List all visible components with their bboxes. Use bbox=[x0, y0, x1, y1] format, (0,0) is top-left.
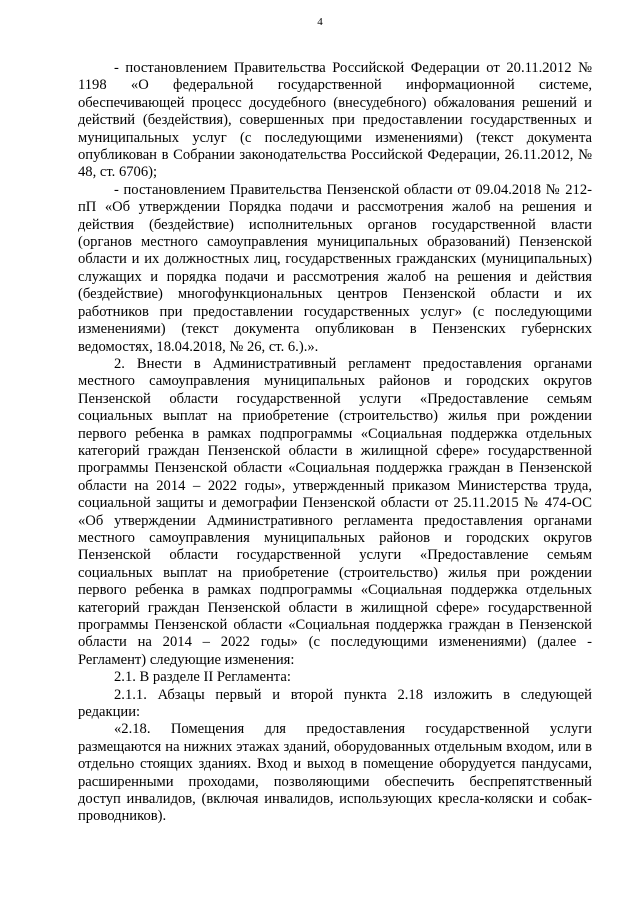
paragraph-item-2: 2. Внести в Административный регламент предоставления органами местного самоуправления муниципальных районов и городских округов Пензенской области государственной услуги «Предоставление семьям социальных выплат на приобретение (строительство) жилья при рождении первого ребенка в рамках подпрограммы «Социальная поддержка отдельных категорий граждан Пензенской области в жилищной сфере» государственной программы Пензенской области «Социальная поддержка граждан в Пензенской области на 2014 – 2022 годы», утвержденный приказом Министерства труда, социальной защиты и демографии Пензенской области от 25.11.2015 № 474-ОС «Об утверждении Административного регламента предоставления органами местного самоуправления муниципальных районов и городских округов Пензенской области государственной услуги «Предоставление семьям социальных выплат на приобретение (строительство) жилья при рождении первого ребенка в рамках подпрограммы «Социальная поддержка отдельных категорий граждан Пензенской области в жилищной сфере» государственной программы Пензенской области «Социальная поддержка граждан в Пензенской области на 2014 – 2022 годы» (с последующими изменениями) (далее - Регламент) следующие изменения: bbox=[78, 355, 592, 668]
paragraph-decree-1198: - постановлением Правительства Российской Федерации от 20.11.2012 № 1198 «О федеральной государственной информационной системе, обеспечивающей процесс досудебного (внесудебного) обжалования решений и действий (бездействия), совершенных при предоставлении государственных и муниципальных услуг (с последующими изменениями) (текст документа опубликован в Собрании законодательства Российской Федерации, 26.11.2012, № 48, ст. 6706); bbox=[78, 60, 592, 181]
page-number: 4 bbox=[317, 16, 323, 28]
paragraph-item-2-1-1: 2.1.1. Абзацы первый и второй пункта 2.18 изложить в следующей редакции: bbox=[78, 686, 592, 721]
paragraph-item-2-1: 2.1. В разделе II Регламента: bbox=[114, 669, 291, 686]
document-body bbox=[78, 60, 592, 826]
paragraph-item-2-18: «2.18. Помещения для предоставления государственной услуги размещаются на нижних этажах зданий, оборудованных отдельным входом, или в отдельно стоящих зданиях. Вход и выход в помещение оборудуется пандусами, расширенными проходами, позволяющими обеспечить беспрепятственный доступ инвалидов, (включая инвалидов, использующих кресла-коляски и собак-проводников). bbox=[78, 721, 592, 825]
paragraph-decree-212pp: - постановлением Правительства Пензенской области от 09.04.2018 № 212-пП «Об утверждении Порядка подачи и рассмотрения жалоб на решения и действия (бездействие) исполнительных органов государственной власти (органов местного самоуправления муниципальных образований) Пензенской области и их должностных лиц, государственных гражданских (муниципальных) служащих и порядка подачи и рассмотрения жалоб на решения и действия (бездействие) многофункциональных центров Пензенской области и их работников при предоставлении государственных услуг» (с последующими изменениями) (текст документа опубликован в Пензенских губернских ведомостях, 18.04.2018, № 26, ст. 6.).». bbox=[78, 181, 592, 355]
